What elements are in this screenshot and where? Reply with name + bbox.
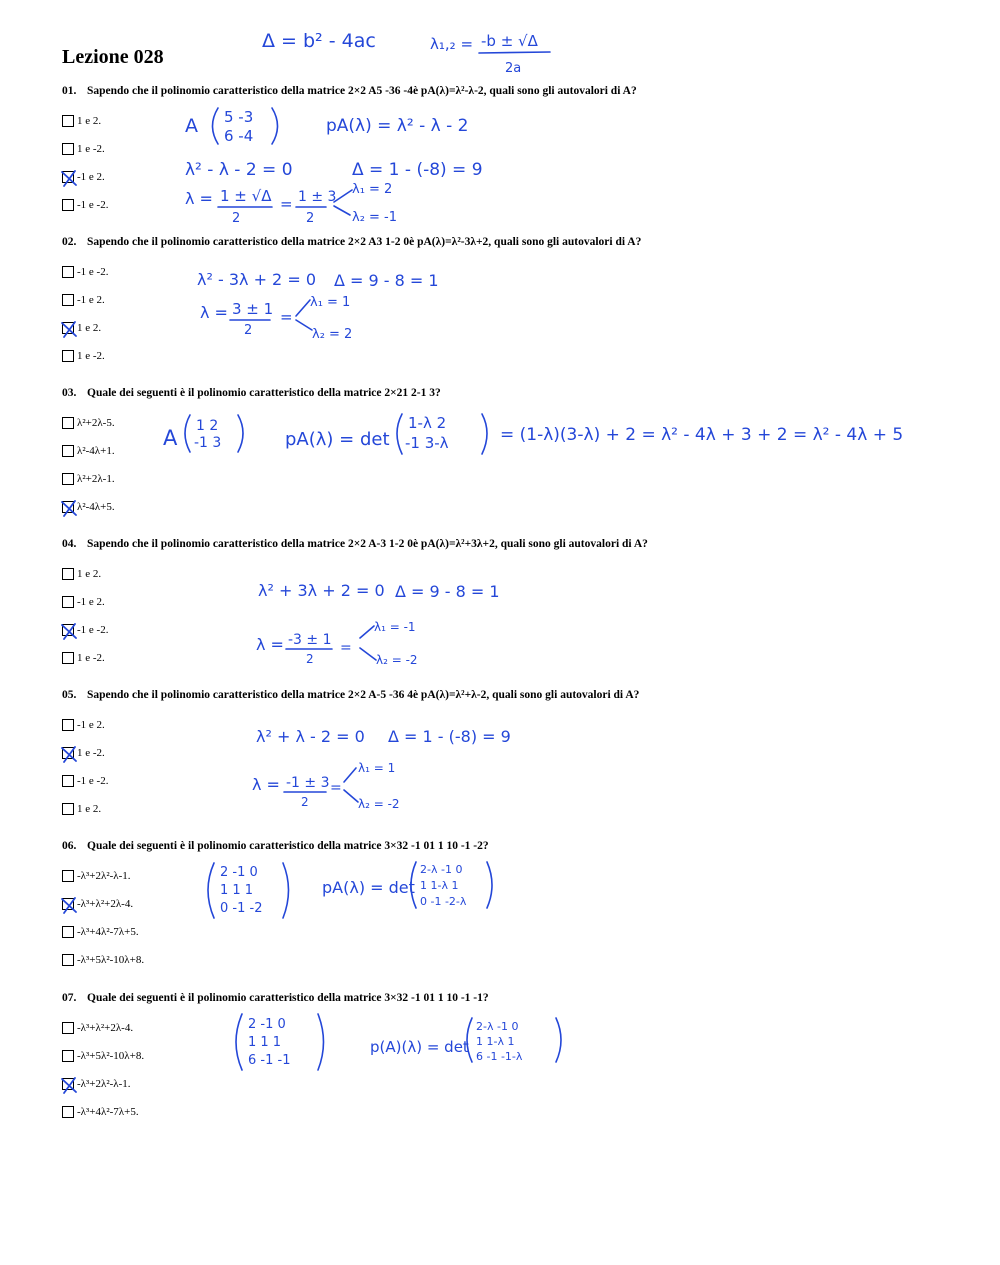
answer-checkbox[interactable]: [62, 115, 74, 127]
answer-option[interactable]: [62, 739, 982, 767]
answer-checkbox[interactable]: [62, 350, 74, 362]
answer-option[interactable]: [62, 1070, 982, 1098]
answer-options: [62, 1014, 982, 1126]
answer-checkbox[interactable]: [62, 473, 74, 485]
note-q7-det-row: 6 -1 -1-λ: [476, 1050, 523, 1063]
answer-checkbox[interactable]: [62, 652, 74, 664]
note-q6-matrix-row: 2 -1 0: [220, 865, 258, 880]
answer-options: [62, 560, 982, 672]
question-text: [62, 83, 982, 99]
note-q1-delta: Δ = 1 - (-8) = 9: [352, 160, 483, 180]
note-q1-root: λ₁ = 2: [352, 182, 393, 197]
note-q2-lambda: λ =: [200, 303, 228, 322]
question-4: [62, 536, 982, 672]
question-7: [62, 990, 982, 1126]
note-q3-char-poly: pA(λ) = det: [285, 429, 390, 450]
answer-option[interactable]: [62, 644, 982, 672]
answer-option[interactable]: [62, 918, 982, 946]
answer-checkbox[interactable]: [62, 747, 74, 759]
answer-option-label: -λ³+5λ²-10λ+8.: [77, 1050, 145, 1062]
answer-checkbox[interactable]: [62, 596, 74, 608]
answer-option[interactable]: [62, 314, 982, 342]
note-q2-fraction: 2: [244, 323, 253, 338]
answer-option[interactable]: [62, 862, 982, 890]
answer-option[interactable]: [62, 107, 982, 135]
answer-option-label: λ²+2λ-5.: [77, 417, 115, 429]
note-q7-det-row: 1 1-λ 1: [476, 1035, 515, 1048]
answer-options: [62, 862, 982, 974]
answer-option-label: -λ³+λ²+2λ-4.: [77, 1022, 134, 1034]
note-q1-matrix-row: 6 -4: [224, 127, 254, 145]
page-title: Lezione 028: [62, 46, 164, 68]
question-prompt: Sapendo che il polinomio caratteristico della matrice 2×2 A-3 1-2 0è pA(λ)=λ²+3λ+2, quali sono gli autovalori di A?: [87, 538, 648, 550]
note-q2-fraction: 3 ± 1: [232, 300, 274, 318]
answer-option[interactable]: [62, 286, 982, 314]
question-number: 01.: [62, 85, 77, 97]
answer-option[interactable]: [62, 1014, 982, 1042]
answer-option-label: -1 e 2.: [77, 294, 105, 306]
answer-option-label: 1 e -2.: [77, 143, 105, 155]
answer-checkbox[interactable]: [62, 1106, 74, 1118]
note-q6-matrix-row: 0 -1 -2: [220, 901, 263, 916]
answer-checkbox[interactable]: [62, 870, 74, 882]
note-delta-formula: Δ = b² - 4ac: [262, 30, 376, 52]
note-roots-numerator: -b ± √Δ: [481, 32, 538, 50]
question-3: [62, 385, 982, 521]
question-1: [62, 83, 982, 219]
answer-checkbox[interactable]: [62, 171, 74, 183]
note-q5-fraction: -1 ± 3: [286, 775, 330, 791]
question-5: [62, 687, 982, 823]
answer-option-label: -λ³+4λ²-7λ+5.: [77, 1106, 139, 1118]
answer-options: [62, 258, 982, 370]
note-q6-det-row: 1 1-λ 1: [420, 879, 459, 892]
note-q3-det-row: -1 3-λ: [405, 434, 449, 452]
note-q2-root: λ₂ = 2: [312, 327, 353, 342]
answer-checkbox[interactable]: [62, 1022, 74, 1034]
note-q1-matrix-row: 5 -3: [224, 108, 254, 126]
answer-option[interactable]: [62, 409, 982, 437]
answer-checkbox[interactable]: [62, 624, 74, 636]
note-roots-label: λ₁,₂ =: [430, 35, 474, 53]
note-q3-expansion: = (1-λ)(3-λ) + 2 = λ² - 4λ + 3 + 2 = λ² - 4λ + 5: [500, 425, 904, 445]
note-q5-equation: λ² + λ - 2 = 0: [256, 727, 365, 746]
answer-checkbox[interactable]: [62, 322, 74, 334]
note-q7-matrix-row: 2 -1 0: [248, 1017, 286, 1032]
question-2: [62, 234, 982, 370]
note-q2-root: λ₁ = 1: [310, 295, 351, 310]
answer-option[interactable]: [62, 493, 982, 521]
note-q5-delta: Δ = 1 - (-8) = 9: [388, 727, 511, 746]
note-q2-delta: Δ = 9 - 8 = 1: [334, 271, 439, 290]
note-q2-equals: =: [280, 308, 293, 326]
question-text: [62, 234, 982, 250]
note-q5-lambda: λ =: [252, 775, 280, 794]
question-prompt: Quale dei seguenti è il polinomio caratteristico della matrice 3×32 -1 01 1 10 -1 -2?: [87, 840, 489, 852]
note-q4-delta: Δ = 9 - 8 = 1: [395, 582, 500, 601]
question-text: [62, 687, 982, 703]
note-q6-det-row: 2-λ -1 0: [420, 863, 463, 876]
answer-option[interactable]: [62, 342, 982, 370]
answer-option-label: 1 e 2.: [77, 115, 102, 127]
note-q2-equation: λ² - 3λ + 2 = 0: [197, 270, 316, 289]
answer-option-label: 1 e -2.: [77, 747, 105, 759]
note-q6-char-poly: pA(λ) = det: [322, 878, 415, 897]
question-text: [62, 990, 982, 1006]
question-number: 06.: [62, 840, 77, 852]
answer-checkbox[interactable]: [62, 1078, 74, 1090]
note-q3-matrix-label: A: [163, 426, 178, 450]
note-q6-det-row: 0 -1 -2-λ: [420, 895, 467, 908]
answer-option[interactable]: [62, 795, 982, 823]
answer-option[interactable]: [62, 588, 982, 616]
question-prompt: Sapendo che il polinomio caratteristico della matrice 2×2 A5 -36 -4è pA(λ)=λ²-λ-2, quali sono gli autovalori di A?: [87, 85, 637, 97]
question-number: 07.: [62, 992, 77, 1004]
answer-option-label: 1 e 2.: [77, 568, 102, 580]
note-q4-fraction: -3 ± 1: [288, 632, 332, 648]
answer-option-label: -1 e 2.: [77, 171, 105, 183]
note-roots-denominator: 2a: [505, 61, 522, 76]
answer-option-label: λ²+2λ-1.: [77, 473, 115, 485]
note-q1-root: λ₂ = -1: [352, 210, 398, 225]
answer-option[interactable]: [62, 437, 982, 465]
note-q7-matrix-row: 6 -1 -1: [248, 1053, 291, 1068]
answer-option-label: -1 e 2.: [77, 719, 105, 731]
answer-checkbox[interactable]: [62, 501, 74, 513]
answer-option[interactable]: [62, 465, 982, 493]
answer-options: [62, 711, 982, 823]
note-q4-fraction: 2: [306, 652, 314, 666]
answer-checkbox[interactable]: [62, 266, 74, 278]
answer-option[interactable]: [62, 890, 982, 918]
answer-option-label: -1 e 2.: [77, 596, 105, 608]
note-q3-matrix-row: -1 3: [194, 435, 222, 451]
answer-checkbox[interactable]: [62, 143, 74, 155]
note-q7-char-poly: p(A)(λ) = det: [370, 1038, 469, 1056]
note-q1-equals: =: [280, 195, 293, 213]
answer-option[interactable]: [62, 135, 982, 163]
answer-option-label: -λ³+λ²+2λ-4.: [77, 898, 134, 910]
answer-option-label: -1 e -2.: [77, 775, 109, 787]
note-q4-equation: λ² + 3λ + 2 = 0: [258, 581, 385, 600]
question-prompt: Quale dei seguenti è il polinomio caratteristico della matrice 3×32 -1 01 1 10 -1 -1?: [87, 992, 489, 1004]
answer-option[interactable]: [62, 163, 982, 191]
question-number: 03.: [62, 387, 77, 399]
note-q5-root: λ₁ = 1: [358, 761, 396, 775]
question-number: 05.: [62, 689, 77, 701]
question-text: [62, 385, 982, 401]
answer-checkbox[interactable]: [62, 568, 74, 580]
answer-checkbox[interactable]: [62, 199, 74, 211]
question-6: [62, 838, 982, 974]
answer-option-label: λ²-4λ+1.: [77, 445, 115, 457]
answer-option-label: -λ³+5λ²-10λ+8.: [77, 954, 145, 966]
answer-option[interactable]: [62, 1098, 982, 1126]
answer-option-label: 1 e 2.: [77, 803, 102, 815]
note-q7-det-row: 2-λ -1 0: [476, 1020, 519, 1033]
answer-checkbox[interactable]: [62, 1050, 74, 1062]
note-q1-fraction: 1 ± 3: [298, 189, 337, 205]
answer-checkbox[interactable]: [62, 775, 74, 787]
answer-option-label: 1 e -2.: [77, 350, 105, 362]
answer-options: [62, 107, 982, 219]
note-q5-root: λ₂ = -2: [358, 797, 400, 811]
answer-checkbox[interactable]: [62, 294, 74, 306]
note-q4-root: λ₂ = -2: [376, 653, 418, 667]
answer-options: [62, 409, 982, 521]
note-q1-fraction: 1 ± √Δ: [220, 187, 272, 205]
note-q3-det-row: 1-λ 2: [408, 414, 447, 432]
note-q1-matrix-label: A: [185, 115, 198, 137]
answer-option-label: -λ³+2λ²-λ-1.: [77, 870, 131, 882]
question-number: 04.: [62, 538, 77, 550]
answer-option[interactable]: [62, 946, 982, 974]
answer-option-label: λ²-4λ+5.: [77, 501, 115, 513]
question-prompt: Sapendo che il polinomio caratteristico della matrice 2×2 A-5 -36 4è pA(λ)=λ²+λ-2, quali sono gli autovalori di A?: [87, 689, 640, 701]
note-q5-fraction: 2: [301, 795, 309, 809]
note-q5-equals: =: [330, 780, 342, 796]
answer-option[interactable]: [62, 191, 982, 219]
answer-option[interactable]: [62, 560, 982, 588]
answer-option[interactable]: [62, 711, 982, 739]
note-q1-fraction: 2: [232, 211, 241, 226]
answer-checkbox[interactable]: [62, 926, 74, 938]
note-q1-equation: λ² - λ - 2 = 0: [185, 160, 293, 180]
answer-checkbox[interactable]: [62, 898, 74, 910]
note-q1-polynomial: pA(λ) = λ² - λ - 2: [326, 116, 469, 136]
answer-option[interactable]: [62, 767, 982, 795]
answer-checkbox[interactable]: [62, 417, 74, 429]
note-q6-matrix-row: 1 1 1: [220, 883, 254, 898]
question-prompt: Sapendo che il polinomio caratteristico della matrice 2×2 A3 1-2 0è pA(λ)=λ²-3λ+2, quali sono gli autovalori di A?: [87, 236, 642, 248]
answer-option[interactable]: [62, 616, 982, 644]
answer-checkbox[interactable]: [62, 803, 74, 815]
fraction-bar: [479, 52, 550, 53]
answer-option-label: -1 e -2.: [77, 199, 109, 211]
answer-option-label: 1 e 2.: [77, 322, 102, 334]
note-q4-root: λ₁ = -1: [374, 620, 416, 634]
answer-option-label: 1 e -2.: [77, 652, 105, 664]
answer-option-label: -1 e -2.: [77, 266, 109, 278]
answer-option-label: -λ³+4λ²-7λ+5.: [77, 926, 139, 938]
note-q4-equals: =: [340, 640, 352, 656]
answer-option-label: -1 e -2.: [77, 624, 109, 636]
answer-checkbox[interactable]: [62, 719, 74, 731]
answer-checkbox[interactable]: [62, 445, 74, 457]
question-number: 02.: [62, 236, 77, 248]
question-text: [62, 838, 982, 854]
answer-option-label: -λ³+2λ²-λ-1.: [77, 1078, 131, 1090]
answer-checkbox[interactable]: [62, 954, 74, 966]
note-q3-matrix-row: 1 2: [196, 418, 219, 434]
answer-option[interactable]: [62, 258, 982, 286]
note-q7-matrix-row: 1 1 1: [248, 1035, 282, 1050]
answer-option[interactable]: [62, 1042, 982, 1070]
question-text: [62, 536, 982, 552]
note-q1-fraction: 2: [306, 211, 315, 226]
note-q1-lambda: λ =: [185, 189, 213, 208]
note-q4-lambda: λ =: [256, 635, 284, 654]
question-prompt: Quale dei seguenti è il polinomio caratteristico della matrice 2×21 2-1 3?: [87, 387, 441, 399]
